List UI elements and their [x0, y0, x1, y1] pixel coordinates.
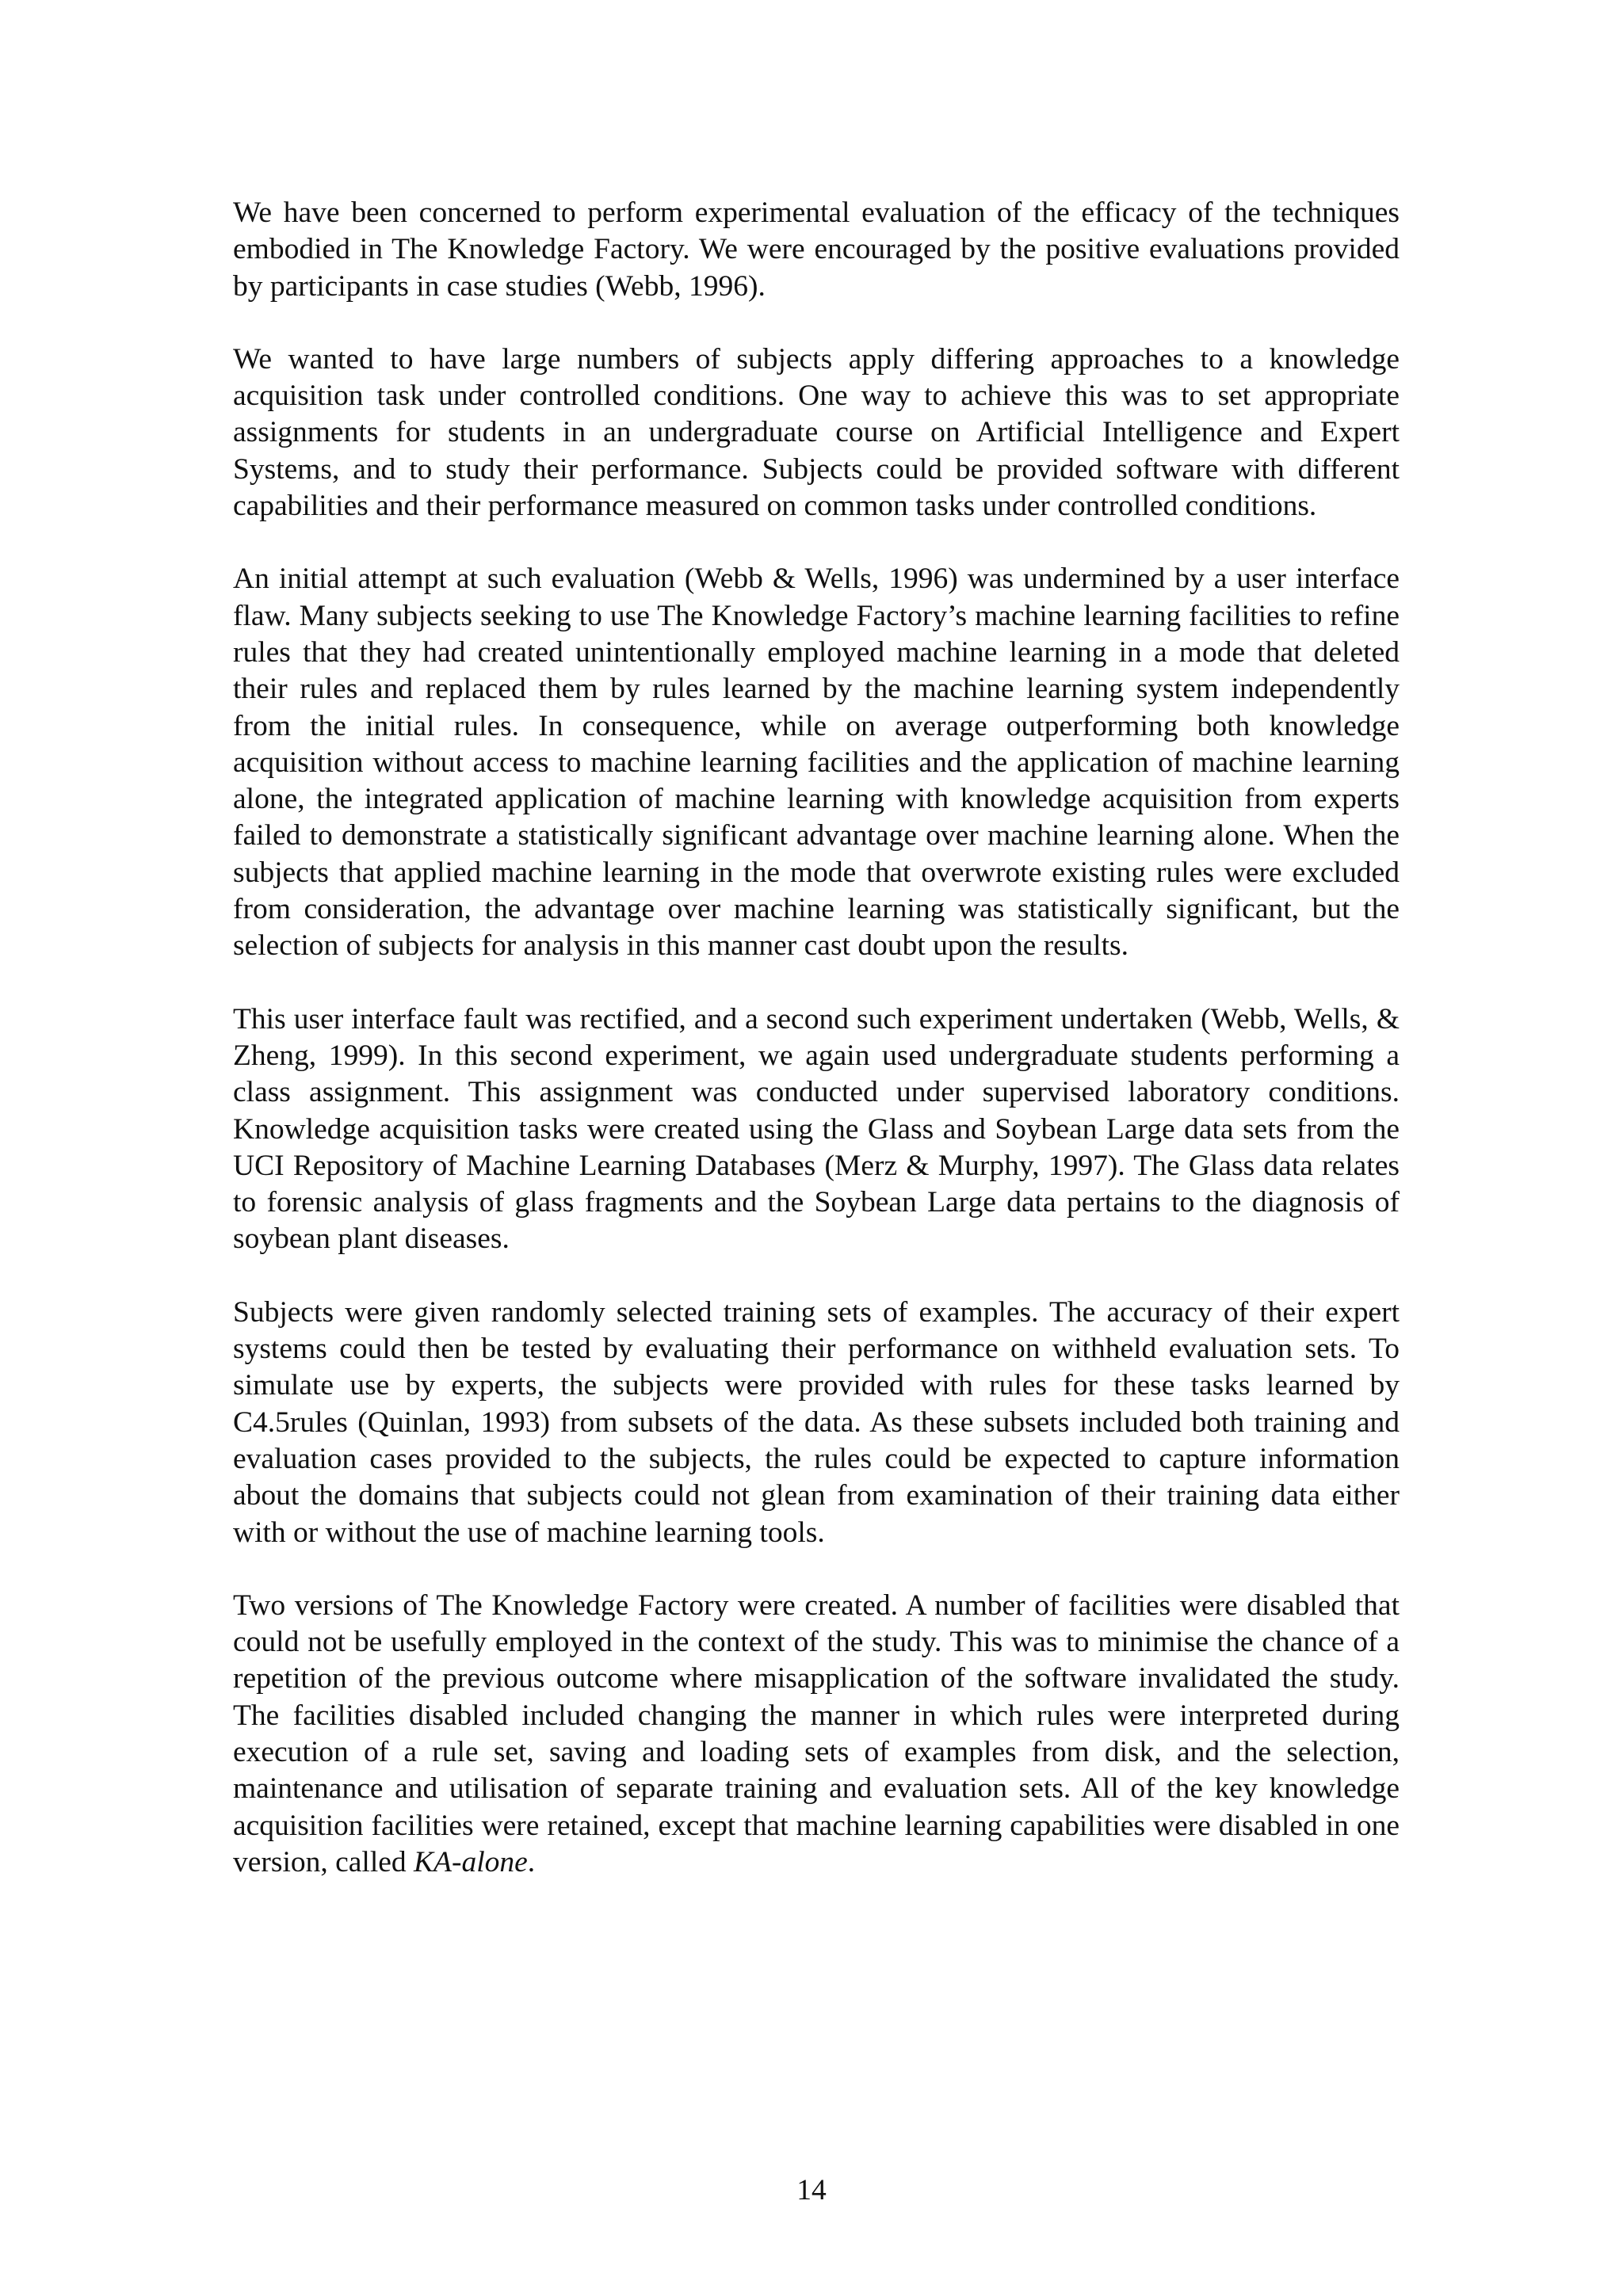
- body-text: [233, 195, 1400, 1917]
- paragraph-6: [233, 1588, 1400, 1881]
- paragraph-3: An initial attempt at such evaluation (Webb & Wells, 1996) was undermined by a user interface flaw. Many subjects seeking to use The Knowledge Factory’s machine learning facilities to refine rules that they had created unintentionally employed machine learning in a mode that deleted their rules and replaced them by rules learned by the machine learning system independently from the initial rules. In consequence, while on average outperforming both knowledge acquisition without access to machine learning facilities and the application of machine learning alone, the integrated application of machine learning with knowledge acquisition from experts failed to demonstrate a statistically significant advantage over machine learning alone. When the subjects that applied machine learning in the mode that overwrote existing rules were excluded from consideration, the advantage over machine learning was statistically significant, but the selection of subjects for analysis in this manner cast doubt upon the results.: [233, 563, 1400, 963]
- paragraph-6-italic-term: KA-alone: [414, 1845, 528, 1878]
- paragraph-6-text: Two versions of The Knowledge Factory were created. A number of facilities were disabled that could not be usefully employed in the context of the study. This was to minimise the chance of a repetition of the previous outcome where misapplication of the software invalidated the study. The facilities disabled included changing the manner in which rules were interpreted during execution of a rule set, saving and loading sets of examples from disk, and the selection, maintenance and utilisation of separate training and evaluation sets. All of the key knowledge acquisition facilities were retained, except that machine learning capabilities were disabled in one version, called: [233, 1589, 1400, 1878]
- paragraph-4: This user interface fault was rectified, and a second such experiment undertaken (Webb, Wells, & Zheng, 1999). In this second experiment, we again used undergraduate students performing a class assignment. This assignment was conducted under supervised laboratory conditions. Knowledge acquisition tasks were created using the Glass and Soybean Large data sets from the UCI Repository of Machine Learning Databases (Merz & Murphy, 1997). The Glass data relates to forensic analysis of glass fragments and the Soybean Large data pertains to the diagnosis of soybean plant diseases.: [233, 1002, 1400, 1256]
- paragraph-2: We wanted to have large numbers of subjects apply differing approaches to a knowledge acquisition task under controlled conditions. One way to achieve this was to set appropriate assignments for students in an undergraduate course on Artificial Intelligence and Expert Systems, and to study their performance. Subjects could be provided software with different capabilities and their performance measured on common tasks under controlled conditions.: [233, 342, 1400, 523]
- paragraph-5: Subjects were given randomly selected training sets of examples. The accuracy of their expert systems could then be tested by evaluating their performance on withheld evaluation sets. To simulate use by experts, the subjects were provided with rules for these tasks learned by C4.5rules (Quinlan, 1993) from subsets of the data. As these subsets included both training and evaluation cases provided to the subjects, the rules could be expected to capture information about the domains that subjects could not glean from examination of their training data either with or without the use of machine learning tools.: [233, 1295, 1400, 1549]
- paragraph-1: We have been concerned to perform experimental evaluation of the efficacy of the techniques embodied in The Knowledge Factory. We were encouraged by the positive evaluations provided by participants in case studies (Webb, 1996).: [233, 196, 1400, 303]
- paragraph-6-end: .: [527, 1845, 536, 1878]
- page-number: 14: [796, 2174, 827, 2206]
